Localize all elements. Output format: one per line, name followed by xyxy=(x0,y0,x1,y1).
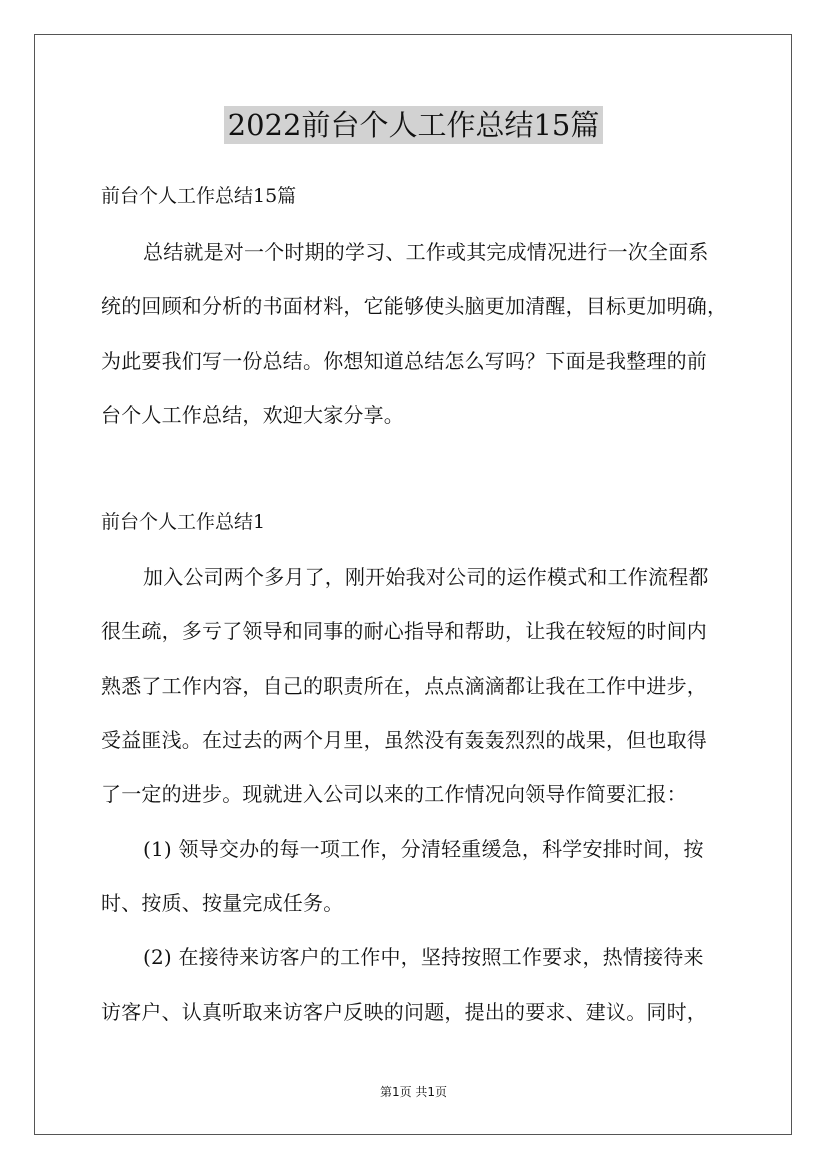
page-footer: 第1页 共1页 xyxy=(379,1085,448,1099)
section-heading: 前台个人工作总结15篇 xyxy=(101,185,297,207)
document-title: 2022前台个人工作总结15篇 xyxy=(0,103,827,144)
paragraph-line: 很生疏，多亏了领导和同事的耐心指导和帮助，让我在较短的时间内 xyxy=(101,619,707,643)
paragraph-line: 熟悉了工作内容，自己的职责所在，点点滴滴都让我在工作中进步， xyxy=(101,674,707,698)
paragraph-line: 总结就是对一个时期的学习、工作或其完成情况进行一次全面系 xyxy=(143,240,709,264)
list-item-line: 访客户、认真听取来访客户反映的问题，提出的要求、建议。同时， xyxy=(101,1000,707,1024)
paragraph-line: 了一定的进步。现就进入公司以来的工作情况向领导作简要汇报： xyxy=(101,782,687,806)
section-heading: 前台个人工作总结1 xyxy=(101,511,266,533)
paragraph-line: 为此要我们写一份总结。你想知道总结怎么写吗？下面是我整理的前 xyxy=(101,349,707,373)
list-item-line: 时、按质、按量完成任务。 xyxy=(101,891,344,915)
paragraph-line: 受益匪浅。在过去的两个月里，虽然没有轰轰烈烈的战果，但也取得 xyxy=(101,728,707,752)
paragraph-line: 加入公司两个多月了，刚开始我对公司的运作模式和工作流程都 xyxy=(143,565,709,589)
list-item-line: (2) 在接待来访客户的工作中，坚持按照工作要求，热情接待来 xyxy=(143,945,704,969)
list-item-line: (1) 领导交办的每一项工作，分清轻重缓急，科学安排时间，按 xyxy=(143,837,704,861)
paragraph-line: 统的回顾和分析的书面材料，它能够使头脑更加清醒，目标更加明确， xyxy=(101,294,728,318)
paragraph-line: 台个人工作总结，欢迎大家分享。 xyxy=(101,403,404,427)
